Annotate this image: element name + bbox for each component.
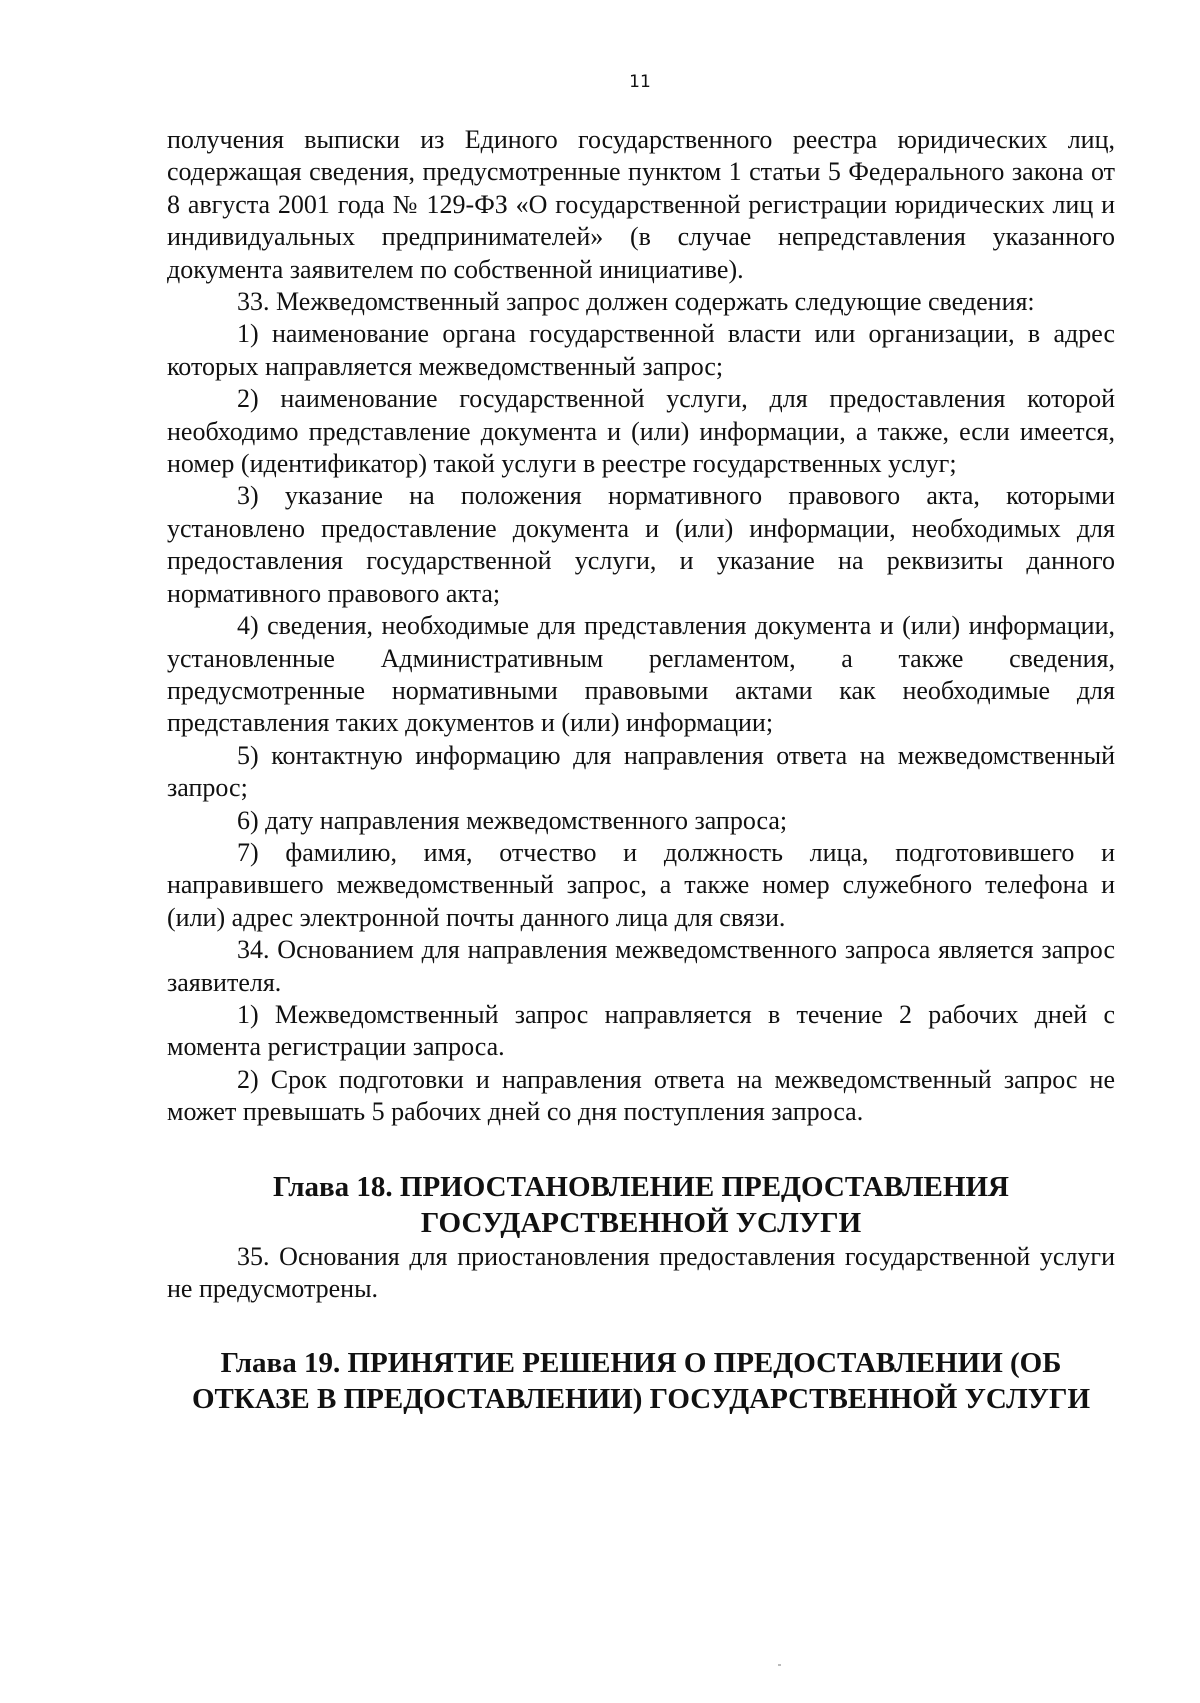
paragraph-33-item-3: 3) указание на положения нормативного правового акта, которыми установлено предоставление документа и (или) информации, необходимых для предоставления государственной услуги, и указание на реквизиты данного нормативного правового акта; [167,481,1115,608]
chapter-19-heading [167,1345,1115,1417]
chapter-19-heading-line-2: ОТКАЗЕ В ПРЕДОСТАВЛЕНИИ) ГОСУДАРСТВЕННОЙ УСЛУГИ [191,1383,1091,1416]
document-body [167,124,1115,1417]
paragraph-33-item-6: 6) дату направления межведомственного запроса; [237,805,788,835]
paragraph-34: 34. Основанием для направления межведомственного запроса является запрос заявителя. [167,935,1115,997]
chapter-18-heading [167,1169,1115,1241]
chapter-18-heading-line-1: Глава 18. ПРИОСТАНОВЛЕНИЕ ПРЕДОСТАВЛЕНИЯ [273,1170,1009,1203]
paragraph-33-item-7: 7) фамилию, имя, отчество и должность лица, подготовившего и направившего межведомственный запрос, а также номер служебного телефона и (или) адрес электронной почты данного лица для связи. [167,837,1115,932]
paragraph-33-item-5: 5) контактную информацию для направления ответа на межведомственный запрос; [167,740,1115,803]
paragraph-34-item-2: 2) Срок подготовки и направления ответа на межведомственный запрос не может превышать 5 рабочих дней со дня поступления запроса. [167,1064,1115,1127]
page-number: 11 [629,72,651,92]
chapter-19-heading-line-1: Глава 19. ПРИНЯТИЕ РЕШЕНИЯ О ПРЕДОСТАВЛЕНИИ (ОБ [220,1347,1062,1380]
paragraph-33: 33. Межведомственный запрос должен содержать следующие сведения: [237,287,1035,317]
paragraph-continuation: получения выписки из Единого государственного реестра юридических лиц, содержащая сведения, предусмотренные пунктом 1 статьи 5 Федерального закона от 8 августа 2001 года № 129-ФЗ «О государственной регистрации юридических лиц и индивидуальных предпринимателей» (в случае непредставления указанного документа заявителем по собственной инициативе). [167,125,1115,284]
paragraph-33-item-2: 2) наименование государственной услуги, для предоставления которой необходимо представление документа и (или) информации, а также, если имеется, номер (идентификатор) такой услуги в реестре государственных услуг; [167,384,1115,479]
paragraph-33-item-1: 1) наименование органа государственной власти или организации, в адрес которых направляется межведомственный запрос; [167,319,1115,381]
paragraph-34-item-1: 1) Межведомственный запрос направляется в течение 2 рабочих дней с момента регистрации запроса. [167,999,1115,1062]
scan-speck [778,1664,781,1666]
chapter-18-heading-line-2: ГОСУДАРСТВЕННОЙ УСЛУГИ [420,1206,862,1239]
paragraph-33-item-4: 4) сведения, необходимые для представления документа и (или) информации, установленные Административным регламентом, а также сведения, предусмотренные нормативными правовыми актами как необходимые для представления таких документов и (или) информации; [167,611,1115,738]
paragraph-35: 35. Основания для приостановления предоставления государственной услуги не предусмотрены. [167,1241,1115,1303]
